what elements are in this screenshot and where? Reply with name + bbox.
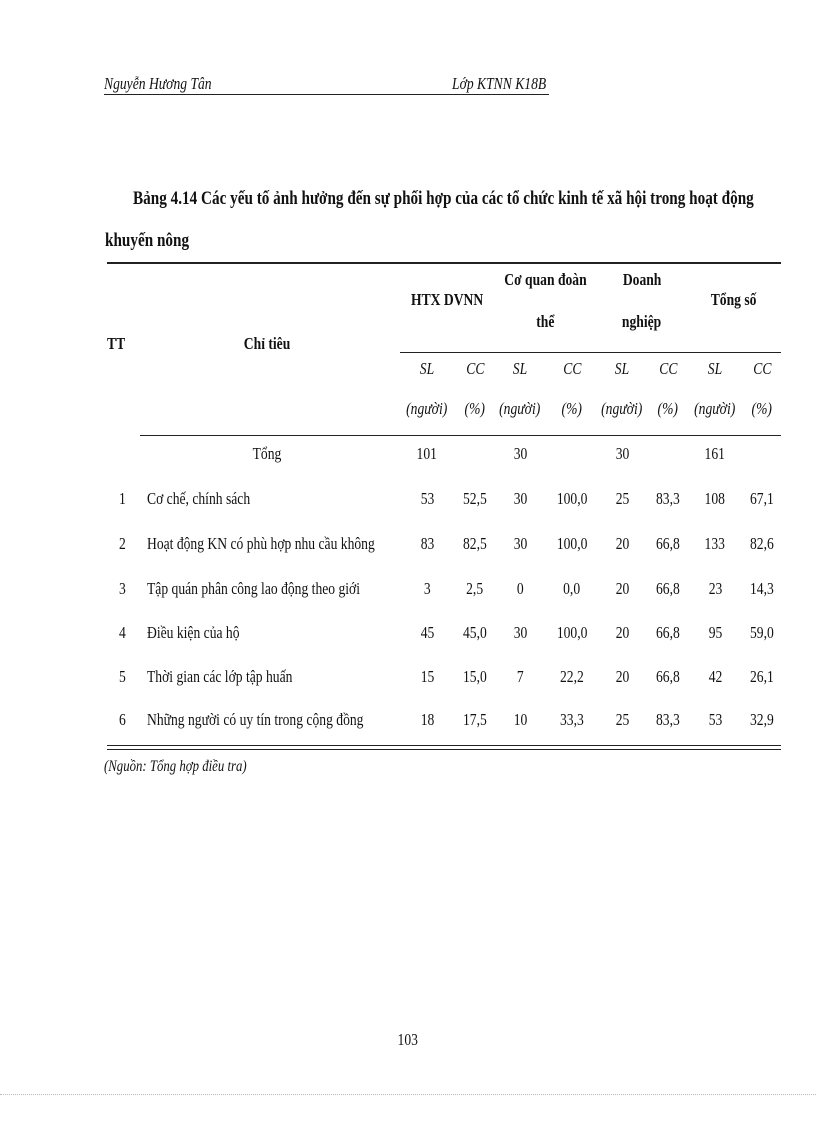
row-value: 20 [615, 623, 629, 642]
row-value: 133 [704, 534, 726, 553]
header-group-coquan-2: thể [535, 312, 555, 331]
row-number: 4 [119, 623, 126, 642]
caption-line-2: khuyến nông [105, 230, 190, 251]
row-value: 26,1 [750, 667, 774, 686]
subheader-cc: CC [752, 359, 772, 378]
row-value: 83,3 [656, 489, 680, 508]
subheader-sl-unit: (người) [406, 399, 448, 418]
total-value: 30 [513, 444, 527, 463]
row-value: 45 [420, 623, 434, 642]
row-value: 20 [615, 667, 629, 686]
header-group-dn-2: nghiệp [622, 312, 662, 331]
row-value: 20 [615, 579, 629, 598]
total-label: Tổng [252, 444, 282, 463]
row-value: 25 [615, 489, 629, 508]
subheader-cc-unit: (%) [464, 399, 486, 418]
row-value: 3 [423, 579, 431, 598]
total-value [544, 444, 600, 464]
row-value: 95 [708, 623, 722, 642]
header-indicator: Chỉ tiêu [243, 334, 291, 353]
row-number: 2 [119, 534, 126, 553]
row-value: 42 [708, 667, 722, 686]
row-value: 17,5 [463, 710, 487, 729]
top-rule [107, 262, 781, 264]
row-value: 20 [615, 534, 629, 553]
row-label: Hoạt động KN có phù hợp nhu cầu không [147, 534, 375, 553]
total-value: 101 [416, 444, 438, 463]
row-value: 33,3 [560, 710, 584, 729]
data-table [107, 262, 781, 752]
row-label: Tập quán phân công lao động theo giới [147, 579, 361, 598]
header-group-htx: HTX DVNN [410, 290, 484, 309]
subheader-rule [400, 352, 781, 353]
page-bottom-dotted-line [0, 1094, 816, 1095]
row-value: 30 [513, 623, 527, 642]
row-value: 14,3 [750, 579, 774, 598]
row-value: 45,0 [463, 623, 487, 642]
subheader-sl-unit: (người) [601, 399, 643, 418]
row-value: 22,2 [560, 667, 584, 686]
row-value: 52,5 [463, 489, 487, 508]
row-value: 82,6 [750, 534, 774, 553]
row-number: 5 [119, 667, 126, 686]
row-value: 15,0 [463, 667, 487, 686]
row-value: 32,9 [750, 710, 774, 729]
caption-line-1: Bảng 4.14 Các yếu tố ảnh hưởng đến sự phối hợp của các tổ chức kinh tế xã hội trong hoạt động [133, 188, 754, 209]
subheader-cc: CC [562, 359, 582, 378]
row-value: 66,8 [656, 534, 680, 553]
header-group-coquan-1: Cơ quan đoàn [503, 270, 587, 289]
row-number: 1 [119, 489, 126, 508]
row-number: 6 [119, 710, 126, 729]
subheader-sl-unit: (người) [694, 399, 736, 418]
header-group-total: Tổng số [711, 290, 757, 309]
row-value: 59,0 [750, 623, 774, 642]
row-value: 25 [615, 710, 629, 729]
row-label: Điều kiện của hộ [147, 623, 240, 642]
row-value: 10 [513, 710, 527, 729]
subheader-cc: CC [465, 359, 485, 378]
subheader-sl: SL [614, 359, 630, 378]
row-value: 66,8 [656, 667, 680, 686]
subheader-cc-unit: (%) [561, 399, 583, 418]
row-label: Cơ chế, chính sách [147, 489, 251, 508]
row-value: 82,5 [463, 534, 487, 553]
row-label: Những người có uy tín trong cộng đồng [147, 710, 364, 729]
row-value: 66,8 [656, 623, 680, 642]
header-tt: TT [107, 334, 126, 353]
row-value: 100,0 [556, 623, 588, 642]
subheader-cc: CC [658, 359, 678, 378]
total-value: 30 [615, 444, 629, 463]
header-bottom-rule [140, 435, 781, 436]
subheader-sl: SL [512, 359, 528, 378]
running-header [104, 74, 549, 95]
header-group-dn-1: Doanh [622, 270, 662, 289]
subheader-sl-unit: (người) [499, 399, 541, 418]
subheader-sl: SL [419, 359, 435, 378]
row-value: 100,0 [556, 489, 588, 508]
row-value: 30 [513, 489, 527, 508]
row-value: 18 [420, 710, 434, 729]
row-value: 0,0 [563, 579, 581, 598]
row-value: 83 [420, 534, 434, 553]
total-value: 161 [704, 444, 726, 463]
row-value: 53 [420, 489, 434, 508]
source-note: (Nguồn: Tổng hợp điều tra) [104, 758, 247, 775]
header-class: Lớp KTNN K18B [452, 74, 547, 93]
row-value: 2,5 [466, 579, 484, 598]
row-value: 108 [704, 489, 726, 508]
row-value: 7 [516, 667, 524, 686]
row-value: 67,1 [750, 489, 774, 508]
subheader-cc-unit: (%) [751, 399, 773, 418]
bottom-rule-2 [107, 749, 781, 750]
row-value: 66,8 [656, 579, 680, 598]
row-value: 83,3 [656, 710, 680, 729]
row-value: 100,0 [556, 534, 588, 553]
header-author: Nguyễn Hương Tân [104, 74, 212, 93]
page-number: 103 [397, 1030, 419, 1049]
subheader-sl: SL [707, 359, 723, 378]
row-value: 0 [516, 579, 524, 598]
subheader-cc-unit: (%) [657, 399, 679, 418]
row-value: 15 [420, 667, 434, 686]
row-value: 30 [513, 534, 527, 553]
total-value [734, 444, 790, 464]
bottom-rule-1 [107, 745, 781, 746]
row-number: 3 [119, 579, 126, 598]
row-value: 53 [708, 710, 722, 729]
row-label: Thời gian các lớp tập huấn [147, 667, 293, 686]
row-value: 23 [708, 579, 722, 598]
